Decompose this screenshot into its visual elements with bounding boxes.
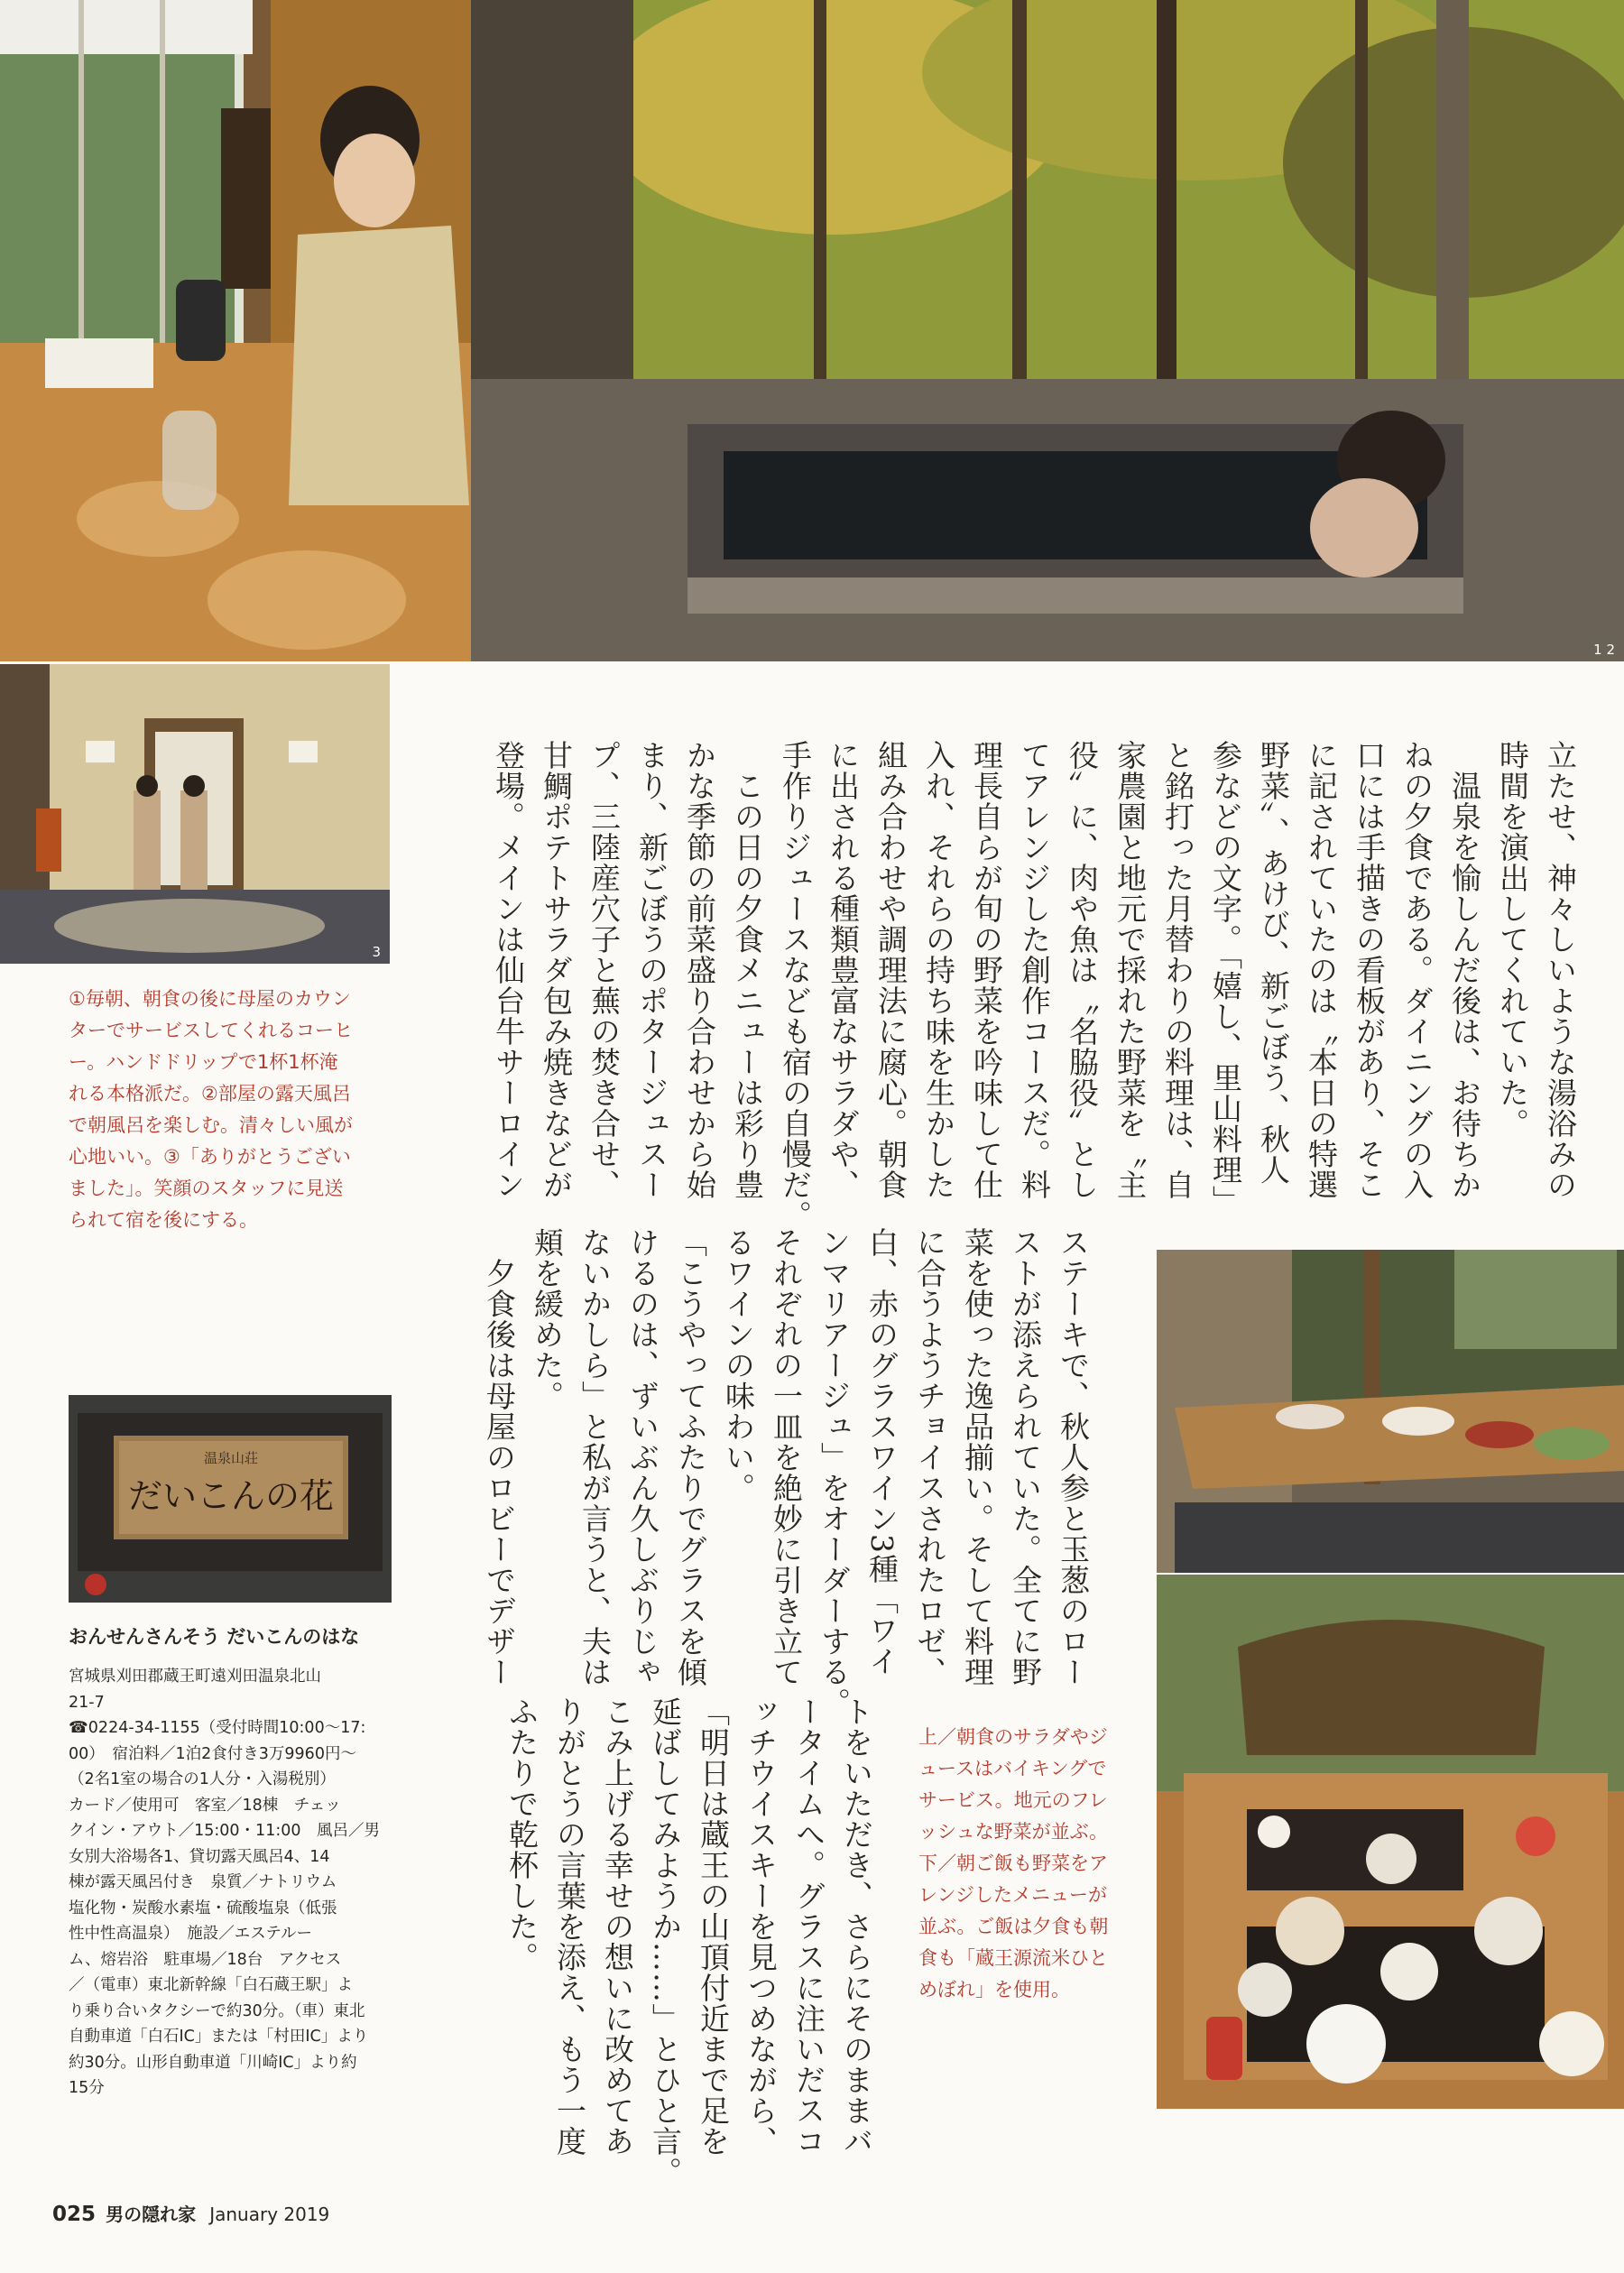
info-line: カード／使用可 客室／18棟 チェッ bbox=[69, 1796, 341, 1815]
photo-number: 1 2 bbox=[1593, 642, 1615, 658]
info-line: 自動車道「白石IC」または「村田IC」より bbox=[69, 2028, 369, 2046]
article-line: りがとうの言葉を添え、もう一度 bbox=[552, 1696, 587, 2157]
article-line: 野菜〟、あけび、新ごぼう、秋人 bbox=[1256, 740, 1291, 1186]
caption-line: 下／朝ご飯も野菜をア bbox=[918, 1853, 1108, 1874]
info-line: り乗り合いタクシーで約30分。（車）東北 bbox=[69, 2001, 365, 2020]
article-line: てアレンジした創作コースだ。料 bbox=[1017, 740, 1052, 1200]
info-line: 00） 宿泊料／1泊2食付き3万9960円〜 bbox=[69, 1744, 356, 1763]
article-line: ないかしら」と私が言うと、夫は bbox=[577, 1227, 613, 1687]
photo-number: 3 bbox=[372, 944, 381, 960]
caption-line: サービス。地元のフレ bbox=[918, 1789, 1108, 1811]
article-line: 役〟に、肉や魚は〝名脇役〟とし bbox=[1065, 740, 1100, 1200]
info-line: 21-7 bbox=[69, 1693, 105, 1712]
inn-info bbox=[69, 1622, 393, 2102]
info-line: ム、熔岩浴 駐車場／18台 アクセス bbox=[69, 1950, 342, 1969]
article-line: 手作りジュースなども宿の自慢だ。 bbox=[778, 740, 813, 1231]
caption-line: 並ぶ。ご飯は夕食も朝 bbox=[918, 1916, 1109, 1937]
staff-farewell-photo bbox=[0, 664, 390, 964]
article-line: ンマリアージュ」をオーダーする。 bbox=[817, 1227, 852, 1718]
caption-line: 心地いい。③「ありがとうござい bbox=[69, 1146, 351, 1168]
article-line: ふたりで乾杯した。 bbox=[504, 1696, 540, 1973]
article-line: に記されていたのは〝本日の特選 bbox=[1304, 740, 1339, 1200]
article-line: まり、新ごぼうのポタージュスー bbox=[634, 740, 669, 1200]
article-text-middle bbox=[482, 1227, 1097, 1718]
article-line: 「明日は蔵王の山頂付近まで足を bbox=[696, 1696, 731, 2157]
article-line: に出される種類豊富なサラダや、 bbox=[826, 740, 861, 1200]
caption-line: ー。ハンドドリップで1杯1杯淹 bbox=[69, 1051, 338, 1073]
article-line: 甘鯛ポテトサラダ包み焼きなどが bbox=[539, 740, 574, 1200]
article-line: るワインの味わい。 bbox=[721, 1227, 756, 1503]
article-line: 登場。メインは仙台牛サーロイン bbox=[491, 740, 526, 1200]
info-line: （2名1室の場合の1人分・入湯税別） bbox=[69, 1770, 336, 1788]
info-line: ☎0224-34-1155（受付時間10:00〜17: bbox=[69, 1719, 366, 1737]
article-line: プ、三陸産穴子と蕪の焚き合せ、 bbox=[586, 740, 622, 1200]
caption-line: られて宿を後にする。 bbox=[69, 1209, 258, 1231]
caption-line: ッシュな野菜が並ぶ。 bbox=[918, 1821, 1108, 1843]
caption-line: めぼれ」を使用。 bbox=[918, 1979, 1070, 2000]
sign-small-text: 温泉山荘 bbox=[203, 1450, 259, 1466]
magazine-name: 男の隠れ家 bbox=[106, 2204, 197, 2225]
article-line: ッチウイスキーを見つめながら、 bbox=[743, 1696, 779, 2157]
article-line: 時間を演出してくれていた。 bbox=[1495, 740, 1530, 1139]
info-line: クイン・アウト／15:00・11:00 風呂／男 bbox=[69, 1822, 380, 1840]
info-line: 約30分。山形自動車道「川崎IC」より約 bbox=[69, 2053, 357, 2072]
article-line: と銘打った月替わりの料理は、自 bbox=[1160, 740, 1195, 1200]
info-line: 宮城県刈田郡蔵王町遠刈田温泉北山 bbox=[69, 1668, 321, 1686]
article-line: 入れ、それらの持ち味を生かした bbox=[921, 740, 956, 1200]
caption-line: ました」。笑顔のスタッフに見送 bbox=[69, 1178, 344, 1199]
info-line: 塩化物・炭酸水素塩・硫酸塩泉（低張 bbox=[69, 1899, 337, 1917]
article-line: 菜を使った逸品揃い。そして料理 bbox=[960, 1227, 995, 1687]
article-line: 参などの文字。「嬉し、里山料理」 bbox=[1208, 740, 1243, 1216]
article-line: ータイムへ。グラスに注いだスコ bbox=[791, 1696, 826, 2157]
article-line: 立たせ、神々しいような湯浴みの bbox=[1543, 740, 1578, 1200]
caption-line: れる本格派だ。②部屋の露天風呂 bbox=[69, 1083, 351, 1104]
caption-line: レンジしたメニューが bbox=[918, 1884, 1107, 1906]
outdoor-bath-photo bbox=[471, 0, 1624, 661]
info-line: 棟が露天風呂付き 泉質／ナトリウム bbox=[69, 1873, 337, 1891]
page-footer bbox=[52, 2200, 329, 2226]
inn-name: おんせんさんそう だいこんのはな bbox=[69, 1626, 360, 1648]
info-line: 性中性高温泉） 施設／エステルー bbox=[69, 1925, 313, 1943]
caption-line: ュースはバイキングで bbox=[918, 1758, 1107, 1779]
caption-line: 食も「蔵王源流米ひと bbox=[918, 1947, 1108, 1969]
article-line: 組み合わせや調理法に腐心。朝食 bbox=[873, 740, 909, 1200]
article-line: かな季節の前菜盛り合わせから始 bbox=[682, 740, 717, 1200]
article-line: 白、赤のグラスワイン3種「ワイ bbox=[864, 1227, 900, 1677]
photo-caption-right bbox=[918, 1722, 1144, 2006]
article-line: こみ上げる幸せの想いに改めてあ bbox=[600, 1696, 635, 2157]
issue-date: January 2019 bbox=[209, 2204, 330, 2225]
article-line: に合うようチョイスされたロゼ、 bbox=[912, 1227, 947, 1687]
article-line: ステーキで、秋人参と玉葱のロー bbox=[1056, 1227, 1091, 1687]
article-line: 温泉を愉しんだ後は、お待ちか bbox=[1447, 740, 1482, 1200]
info-line: 女別大浴場各1、貸切露天風呂4、14 bbox=[69, 1847, 330, 1866]
article-line: 夕食後は母屋のロビーでデザー bbox=[482, 1227, 517, 1687]
photo-caption-left bbox=[69, 984, 411, 1236]
sign-big-text: だいこんの花 bbox=[127, 1476, 335, 1516]
page-number: 025 bbox=[52, 2203, 97, 2226]
caption-line: ターでサービスしてくれるコーヒ bbox=[69, 1020, 353, 1041]
article-line: それぞれの一皿を絶妙に引き立て bbox=[769, 1227, 804, 1687]
caption-line: で朝風呂を楽しむ。清々しい風が bbox=[69, 1114, 353, 1136]
breakfast-buffet-photo bbox=[1157, 1250, 1624, 1573]
article-line: 「こうやってふたりでグラスを傾 bbox=[673, 1227, 708, 1687]
caption-line: ①毎朝、朝食の後に母屋のカウン bbox=[69, 988, 351, 1010]
article-text-lower bbox=[484, 1696, 881, 2187]
article-line: けるのは、ずいぶん久しぶりじゃ bbox=[625, 1227, 660, 1687]
article-line: 理長自らが旬の野菜を吟味して仕 bbox=[969, 740, 1004, 1200]
article-line: 家農園と地元で採れた野菜を〝主 bbox=[1112, 740, 1148, 1200]
article-text-top bbox=[484, 740, 1584, 1231]
article-line: トをいただき、さらにそのままバ bbox=[839, 1696, 874, 2157]
coffee-service-photo bbox=[0, 0, 471, 661]
caption-line: 上／朝食のサラダやジ bbox=[918, 1726, 1108, 1748]
info-line: ／（電車）東北新幹線「白石蔵王駅」よ bbox=[69, 1976, 353, 1994]
info-line: 15分 bbox=[69, 2079, 105, 2097]
article-line: 頬を緩めた。 bbox=[530, 1227, 565, 1411]
article-line: ストが添えられていた。全てに野 bbox=[1008, 1227, 1043, 1687]
article-line: 口には手描きの看板があり、そこ bbox=[1352, 740, 1387, 1200]
article-line: この日の夕食メニューは彩り豊 bbox=[730, 740, 765, 1200]
article-line: 延ばしてみようか……」とひと言。 bbox=[648, 1696, 683, 2187]
inn-sign-photo bbox=[69, 1395, 392, 1603]
article-line: ねの夕食である。ダイニングの入 bbox=[1399, 740, 1435, 1200]
breakfast-table-photo bbox=[1157, 1575, 1624, 2109]
